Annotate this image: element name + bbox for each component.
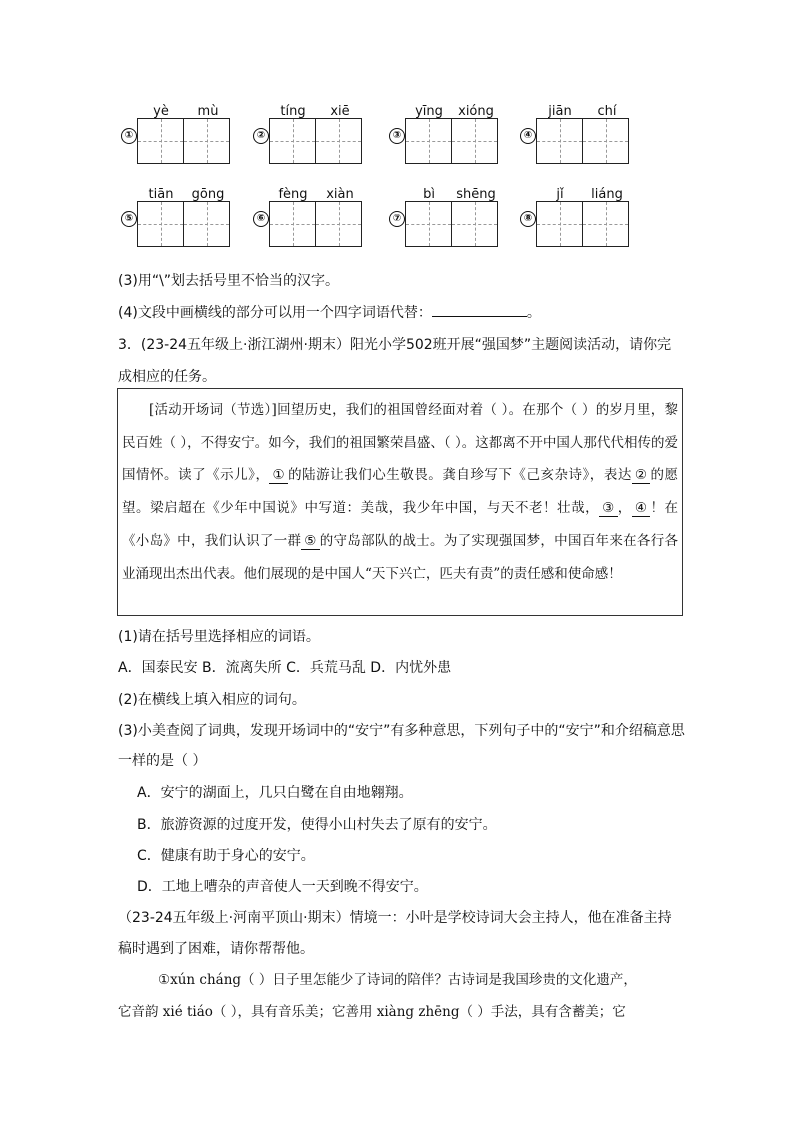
pinyin-text: gōng xyxy=(191,187,225,202)
passage-segment: ！在《小岛》中，我们认识了一群 xyxy=(122,500,679,549)
writing-box[interactable] xyxy=(183,118,230,164)
passage-segment: 的愿望。梁启超在《少年中国说》中写道：美哉，我少年中国，与天不老！壮哉， xyxy=(122,467,679,517)
writing-box[interactable] xyxy=(451,118,498,164)
poem-host-line-2: 它音韵 xié tiáo（ ），具有音乐美；它善用 xiàng zhēng（ ）手法，具有含蓄美；它 xyxy=(118,1004,626,1020)
answer-blank[interactable] xyxy=(432,302,527,317)
problem-4-heading-cont: 稿时遇到了困难，请你帮帮他。 xyxy=(118,941,314,957)
pinyin-item-6 xyxy=(253,187,383,251)
fill-blank-5[interactable]: ⑤ xyxy=(301,533,319,550)
tianzige-grid xyxy=(405,118,497,164)
pinyin-text: mù xyxy=(197,104,219,119)
item-number: ① xyxy=(121,128,137,144)
writing-box[interactable] xyxy=(315,118,362,164)
pinyin-text: jǐ xyxy=(556,187,564,202)
writing-box[interactable] xyxy=(137,201,184,247)
pinyin-item-4 xyxy=(520,104,650,168)
choice-d[interactable]: D．工地上嘈杂的声音使人一天到晚不得安宁。 xyxy=(137,879,428,895)
item-number: ⑧ xyxy=(520,211,536,227)
problem-3-heading-cont: 成相应的任务。 xyxy=(118,369,216,385)
pinyin-text: xiē xyxy=(330,104,350,119)
pinyin-text: tíng xyxy=(280,104,306,119)
fill-blank-4[interactable]: ④ xyxy=(632,500,651,517)
pinyin-item-3 xyxy=(389,104,519,168)
question-4-end: 。 xyxy=(526,305,541,321)
item-number: ④ xyxy=(520,128,536,144)
tianzige-grid xyxy=(137,118,229,164)
writing-box[interactable] xyxy=(582,201,629,247)
passage-segment: ， xyxy=(617,500,632,517)
writing-box[interactable] xyxy=(536,118,583,164)
choice-a[interactable]: A．安宁的湖面上，几只白鹭在自由地翱翔。 xyxy=(137,785,413,801)
writing-box[interactable] xyxy=(536,201,583,247)
pinyin-item-2 xyxy=(253,104,383,168)
sub-question-3-cont: 一样的是（ ） xyxy=(118,753,207,769)
pinyin-text: bì xyxy=(423,187,435,202)
tianzige-grid xyxy=(405,201,497,247)
pinyin-text: liáng xyxy=(591,187,623,202)
item-number: ⑥ xyxy=(253,211,269,227)
sub-question-2: (2)在横线上填入相应的词句。 xyxy=(118,692,306,708)
pinyin-text: chí xyxy=(597,104,617,119)
writing-box[interactable] xyxy=(269,118,316,164)
pinyin-text: jiān xyxy=(548,104,572,119)
pinyin-text: shēng xyxy=(456,187,496,202)
problem-3-heading: 3．(23-24五年级上·浙江湖州·期末）阳光小学502班开展“强国梦”主题阅读活动，请你完 xyxy=(118,337,672,353)
pinyin-text: xiàn xyxy=(326,187,354,202)
choice-b[interactable]: B．旅游资源的过度开发，使得小山村失去了原有的安宁。 xyxy=(137,817,497,833)
item-number: ⑦ xyxy=(389,211,405,227)
poem-host-line-1: ①xún cháng（ ）日子里怎能少了诗词的陪伴？古诗词是我国珍贵的文化遗产， xyxy=(158,972,637,988)
writing-box[interactable] xyxy=(269,201,316,247)
question-4-idiom xyxy=(118,302,541,322)
choice-c[interactable]: C．健康有助于身心的安宁。 xyxy=(137,848,315,864)
tianzige-grid xyxy=(536,201,628,247)
pinyin-item-5 xyxy=(121,187,251,251)
writing-box[interactable] xyxy=(405,118,452,164)
passage-text xyxy=(122,394,678,590)
fill-blank-1[interactable]: ① xyxy=(269,467,288,484)
writing-box[interactable] xyxy=(137,118,184,164)
tianzige-grid xyxy=(137,201,229,247)
passage-segment: [活动开场词（节选）]回望历史，我们的祖国曾经面对着（ ）。在那个（ ）的岁月里，黎民百姓（ ），不得安宁。如今，我们的祖国繁荣昌盛、（ ）。这都离不开中国人那代代相传的爱国情怀。读了《示儿》， xyxy=(122,402,678,484)
tianzige-grid xyxy=(269,201,361,247)
pinyin-text: tiān xyxy=(148,187,174,202)
writing-box[interactable] xyxy=(183,201,230,247)
writing-box[interactable] xyxy=(315,201,362,247)
passage-segment: 的守岛部队的战士。为了实现强国梦，中国百年来在各行各业涌现出杰出代表。他们展现的是中国人“天下兴亡，匹夫有责”的责任感和使命感！ xyxy=(122,532,679,582)
sub-question-3: (3)小美查阅了词典，发现开场词中的“安宁”有多种意思，下列句子中的“安宁”和介绍稿意思 xyxy=(118,723,685,739)
pinyin-text: xióng xyxy=(458,104,494,119)
writing-box[interactable] xyxy=(582,118,629,164)
item-number: ⑤ xyxy=(121,211,137,227)
tianzige-grid xyxy=(536,118,628,164)
question-4-text: (4)文段中画横线的部分可以用一个四字词语代替： xyxy=(118,305,432,321)
problem-4-heading: （23-24五年级上·河南平顶山·期末）情境一：小叶是学校诗词大会主持人，他在准备主持 xyxy=(118,910,672,926)
pinyin-item-1 xyxy=(121,104,251,168)
item-number: ③ xyxy=(389,128,405,144)
sub-question-1-options: A．国泰民安 B．流离失所 C．兵荒马乱 D．内忧外患 xyxy=(118,660,452,676)
item-number: ② xyxy=(253,128,269,144)
writing-box[interactable] xyxy=(405,201,452,247)
pinyin-item-8 xyxy=(520,187,650,251)
pinyin-text: yīng xyxy=(415,104,443,119)
fill-blank-2[interactable]: ② xyxy=(632,467,651,484)
question-3-strike: (3)用“\”划去括号里不恰当的汉字。 xyxy=(118,273,340,289)
writing-box[interactable] xyxy=(451,201,498,247)
tianzige-grid xyxy=(269,118,361,164)
pinyin-item-7 xyxy=(389,187,519,251)
passage-segment: 的陆游让我们心生敬畏。龚自珍写下《己亥杂诗》，表达 xyxy=(288,467,632,484)
sub-question-1: (1)请在括号里选择相应的词语。 xyxy=(118,629,320,645)
pinyin-text: yè xyxy=(153,104,169,119)
pinyin-text: fèng xyxy=(278,187,308,202)
fill-blank-3[interactable]: ③ xyxy=(599,500,618,517)
